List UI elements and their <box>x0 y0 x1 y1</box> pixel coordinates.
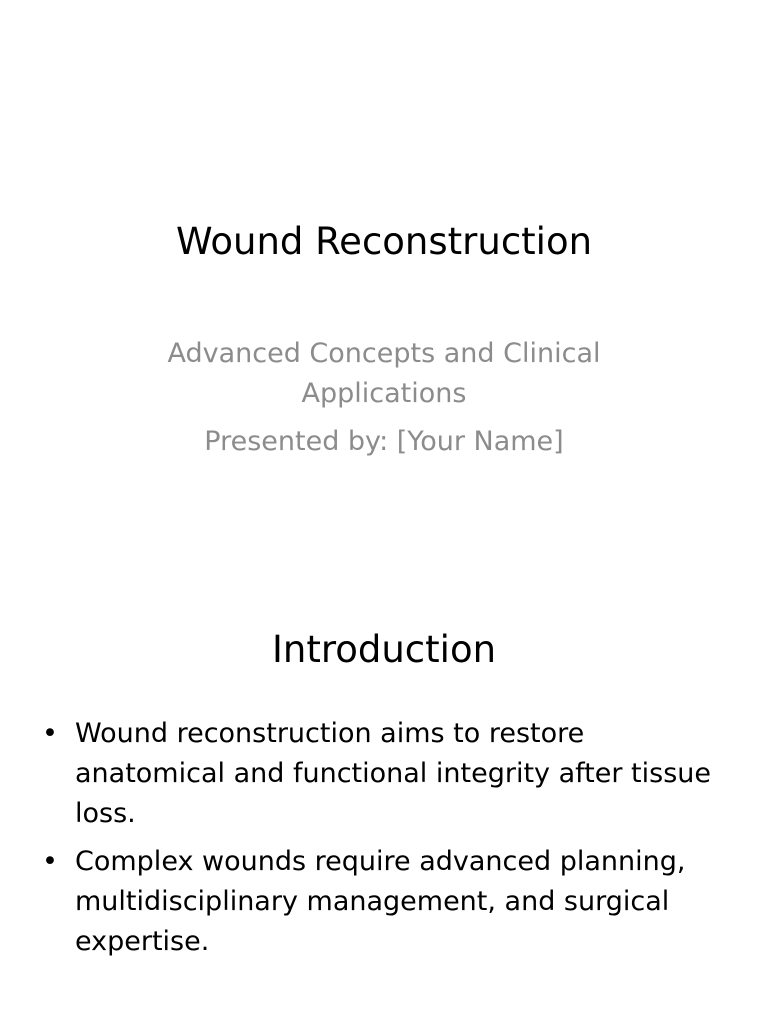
bullet-item <box>42 842 732 962</box>
bullet-point-icon: • <box>42 718 58 749</box>
subtitle-block <box>120 334 648 462</box>
bullet-point-icon: • <box>42 846 58 877</box>
slide-title: Introduction <box>271 628 497 671</box>
introduction-slide <box>0 512 768 1024</box>
slide-title: Wound Reconstruction <box>175 220 593 263</box>
bullet-list <box>42 714 732 970</box>
bullet-item <box>42 714 732 834</box>
bullet-text: Wound reconstruction aims to restore anatomical and functional integrity after tissue loss. <box>75 718 711 829</box>
bullet-text: Complex wounds require advanced planning, multidisciplinary management, and surgical expertise. <box>75 846 686 957</box>
presenter-line: Presented by: [Your Name] <box>204 426 564 457</box>
slide-subtitle: Advanced Concepts and Clinical Applications <box>167 338 601 409</box>
